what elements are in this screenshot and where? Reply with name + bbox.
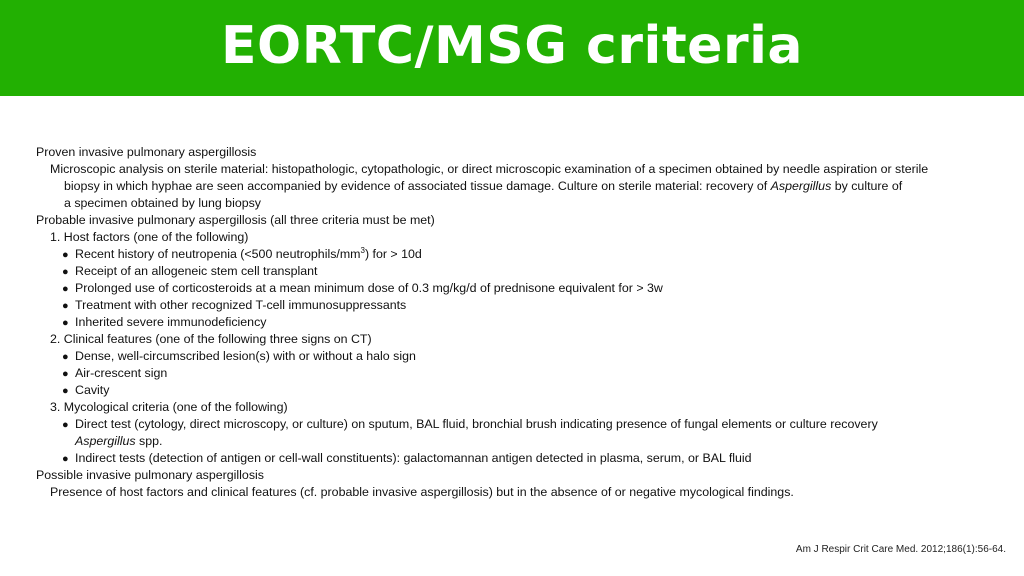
clinical-feature-item [36, 365, 1006, 382]
possible-line-1: Presence of host factors and clinical features (cf. probable invasive aspergillosis) but in the absence of or negative mycological findings. [50, 485, 794, 499]
host-item-1-sup: 3 [360, 245, 365, 255]
bullet-icon: ● [62, 300, 69, 312]
aspergillus-italic: Aspergillus [770, 179, 832, 193]
mycological-item-continuation [36, 433, 1006, 450]
proven-heading: Proven invasive pulmonary aspergillosis [36, 145, 257, 159]
host-factor-item [36, 297, 1006, 314]
bullet-icon: ● [62, 283, 69, 295]
clinical-item-2: Air-crescent sign [75, 366, 168, 380]
host-item-3: Prolonged use of corticosteroids at a mean minimum dose of 0.3 mg/kg/d of prednisone equivalent for > 3w [75, 281, 663, 295]
bullet-icon: ● [62, 266, 69, 278]
host-factor-item [36, 263, 1006, 280]
proven-line-2-b: by culture of [831, 179, 903, 193]
citation: Am J Respir Crit Care Med. 2012;186(1):56-64. [795, 544, 1006, 555]
proven-line-3: a specimen obtained by lung biopsy [64, 196, 262, 210]
bullet-icon: ● [62, 419, 69, 431]
mycological-item [36, 450, 1006, 467]
bullet-icon: ● [62, 368, 69, 380]
bullet-icon: ● [62, 453, 69, 465]
myco-item-2: Indirect tests (detection of antigen or cell-wall constituents): galactomannan antigen detected in plasma, serum, or BAL fluid [75, 451, 752, 465]
aspergillus-italic: Aspergillus [75, 434, 136, 448]
host-item-1-b: ) for > 10d [364, 247, 422, 261]
clinical-feature-item [36, 348, 1006, 365]
clinical-feature-item [36, 382, 1006, 399]
myco-item-1-line-1: Direct test (cytology, direct microscopy, or culture) on sputum, BAL fluid, bronchial brush indicating presence of fungal elements or culture recovery [75, 417, 878, 431]
myco-item-1-line-2-b: spp. [135, 434, 163, 448]
clinical-features-heading: 2. Clinical features (one of the following three signs on CT) [50, 332, 372, 346]
host-item-4: Treatment with other recognized T-cell immunosuppressants [75, 298, 407, 312]
slide-title: EORTC/MSG criteria [220, 16, 803, 76]
clinical-item-1: Dense, well-circumscribed lesion(s) with or without a halo sign [75, 349, 416, 363]
host-factor-item [36, 314, 1006, 331]
probable-heading: Probable invasive pulmonary aspergillosis (all three criteria must be met) [36, 213, 435, 227]
bullet-icon: ● [62, 351, 69, 363]
bullet-icon: ● [62, 249, 69, 261]
possible-heading: Possible invasive pulmonary aspergillosis [36, 468, 264, 482]
mycological-criteria-heading: 3. Mycological criteria (one of the following) [50, 400, 288, 414]
host-item-2: Receipt of an allogeneic stem cell transplant [75, 264, 318, 278]
bullet-icon: ● [62, 385, 69, 397]
clinical-item-3: Cavity [75, 383, 110, 397]
host-factors-heading: 1. Host factors (one of the following) [50, 230, 249, 244]
host-item-5: Inherited severe immunodeficiency [75, 315, 267, 329]
bullet-icon: ● [62, 317, 69, 329]
host-factor-item [36, 280, 1006, 297]
criteria-text [36, 144, 1006, 501]
proven-line-1: Microscopic analysis on sterile material: histopathologic, cytopathologic, or direct microscopic examination of a specimen obtained by needle aspiration or sterile [50, 162, 929, 176]
title-bar [0, 0, 1024, 96]
host-factor-item [36, 246, 1006, 263]
host-item-1-a: Recent history of neutropenia (<500 neutrophils/mm [75, 247, 361, 261]
mycological-item [36, 416, 1006, 433]
proven-line-2-a: biopsy in which hyphae are seen accompanied by evidence of associated tissue damage. Culture on sterile material: recovery of [64, 179, 771, 193]
proven-line-2 [36, 178, 1006, 195]
